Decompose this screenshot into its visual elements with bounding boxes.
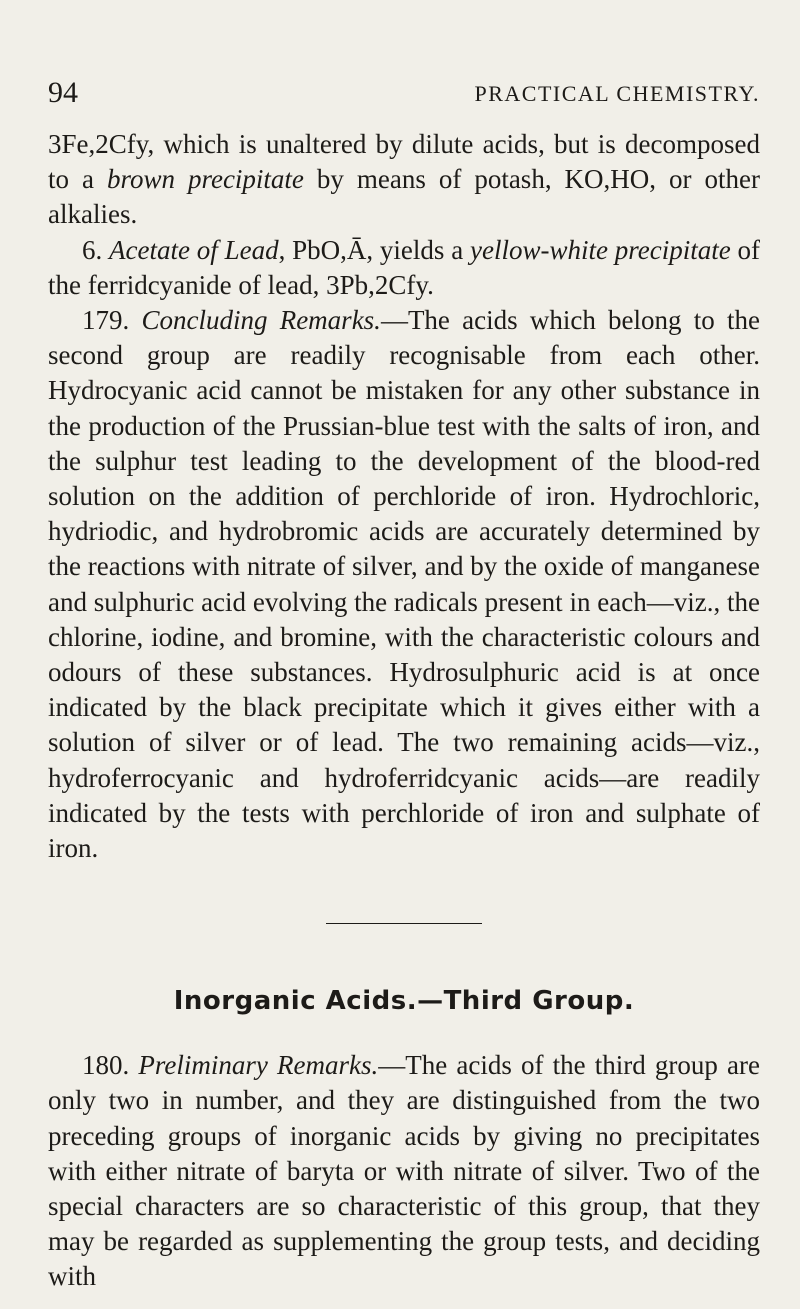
- italic-text: Acetate of Lead: [109, 234, 279, 265]
- paragraph-group-top: [48, 127, 760, 866]
- paragraph-p-ferridcyanide-iron: [48, 127, 760, 233]
- page-header: [48, 78, 760, 108]
- running-title: PRACTICAL CHEMISTRY.: [474, 81, 760, 106]
- paragraph-p-180-preliminary-remarks: [48, 1048, 760, 1294]
- section-heading: Inorganic Acids.—Third Group.: [173, 986, 635, 1017]
- body-text: [48, 127, 760, 1295]
- text-run: 6.: [82, 234, 110, 265]
- italic-text: Concluding Remarks.: [141, 305, 381, 336]
- page-number: 94: [48, 76, 78, 109]
- text-run: —The acids which belong to the second group are readily recognisable from each other. Hydrocyanic acid cannot be mistaken for any other substance in the production of the Prussian-blue test with the salts of iron, and the sulphur test leading to the development of the blood-red solution on the addition of perchloride of iron. Hydrochloric, hydriodic, and hydrobromic acids are accurately determined by the reactions with nitrate of silver, and by the oxide of manganese and sulphuric acid evolving the radicals present in each—viz., the chlorine, iodine, and bromine, with the characteristic colours and odours of these substances. Hydrosulphuric acid is at once indicated by the black precipitate which it gives either with a solution of silver or of lead. The two remaining acids—viz., hydroferrocyanic and hydroferridcyanic acids—are readily indicated by the tests with perchloride of iron and sulphate of iron.: [48, 305, 760, 864]
- text-run: by means of potash, KO,HO, or other alkalies.: [48, 164, 760, 230]
- text-run: of the ferridcyanide of lead, 3Pb,2Cfy.: [48, 234, 760, 300]
- text-run: —The acids of the third group are only two in number, and they are distinguished from the two preceding groups of inorganic acids by giving no precipitates with either nitrate of baryta or with nitrate of silver. Two of the special characters are so characteristic of this group, that they may be regarded as supplementing the group tests, and deciding with: [48, 1050, 761, 1292]
- paragraph-p-acetate-of-lead: [48, 233, 760, 303]
- italic-text: brown precipitate: [106, 164, 304, 195]
- italic-text: yellow-white precipitate: [469, 234, 731, 265]
- italic-text: Preliminary Remarks.: [138, 1050, 379, 1081]
- text-run: 179.: [82, 305, 142, 336]
- text-run: 3Fe,2Cfy, which is unaltered by dilute acids, but is decomposed to a: [48, 129, 760, 195]
- text-run: 180.: [82, 1050, 139, 1081]
- section-divider-rule: [326, 923, 482, 924]
- paragraph-p-179-concluding-remarks: [48, 303, 760, 866]
- text-run: , PbO,Ā, yields a: [278, 234, 470, 265]
- paragraph-group-bottom: [48, 1048, 760, 1294]
